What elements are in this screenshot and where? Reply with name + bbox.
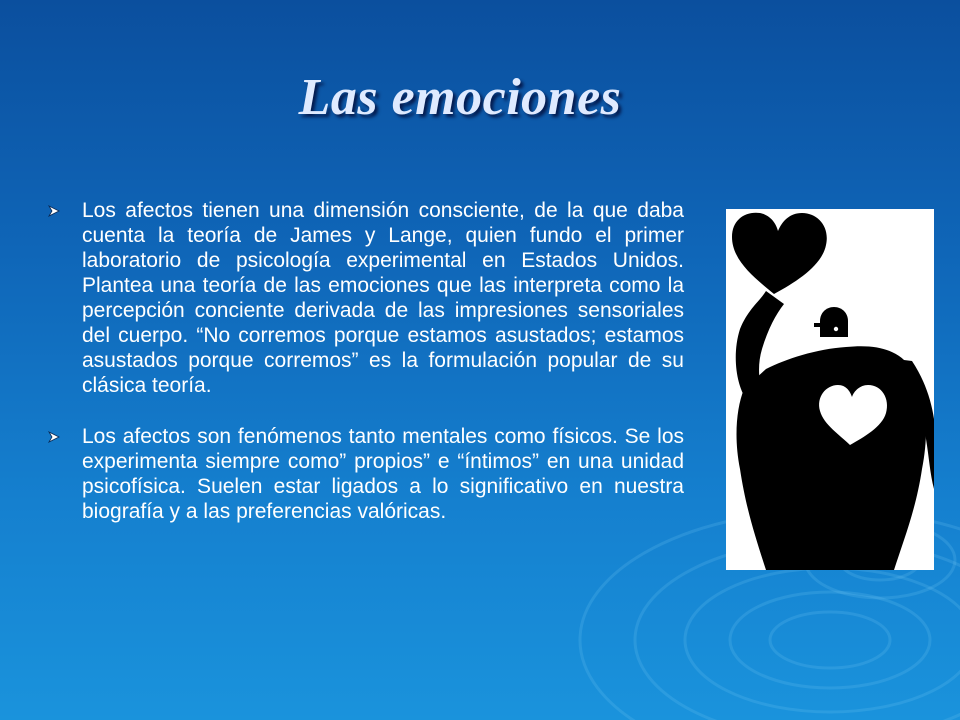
bullet-item [48,198,684,398]
bullet-item [48,424,684,524]
arrow-bullet-icon [48,198,82,222]
slide-title: Las emociones [298,69,622,126]
bullet-text: Los afectos tienen una dimensión consciente, de la que daba cuenta la teoría de James y Lange, quien fundo el primer laboratorio de psicología experimental en Estados Unidos. Plantea una teoría de las emociones que las interpreta como la percepción conciente derivada de las impresiones sensoriales del cuerpo. “No corremos porque estamos asustados; estamos asustados porque corremos” es la formulación popular de su clásica teoría. [82,199,684,397]
arrow-bullet-icon [48,424,82,448]
bullet-text: Los afectos son fenómenos tanto mentales como físicos. Se los experimenta siempre como” propios” e “íntimos” en una unidad psicofísica. Suelen estar ligados a lo significativo en nuestra biografía y a las preferencias valóricas. [82,425,684,523]
bullet-list [48,198,684,550]
heart-figure-illustration [726,209,934,570]
